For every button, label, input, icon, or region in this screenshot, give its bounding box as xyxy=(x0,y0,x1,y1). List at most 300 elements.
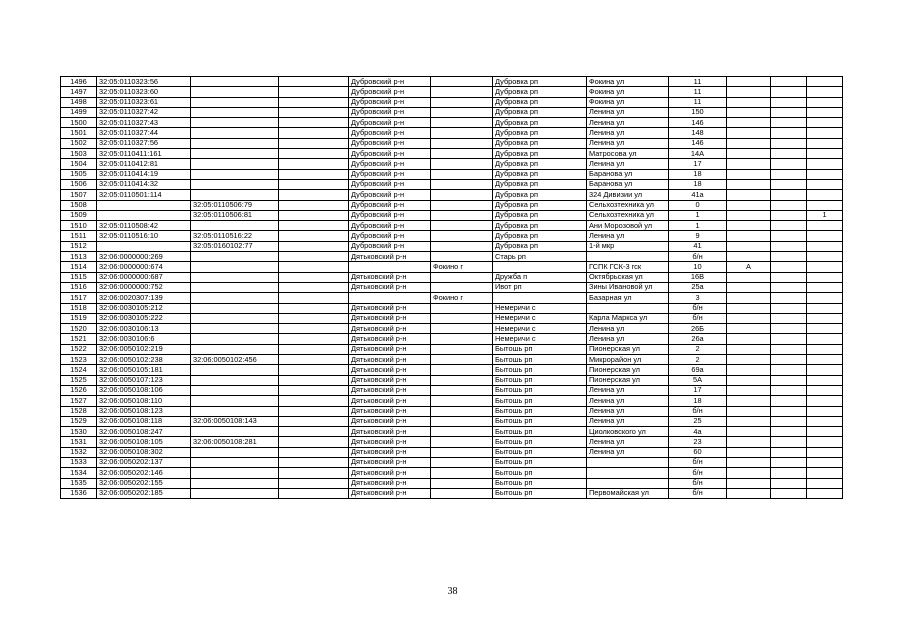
house-cell: 26а xyxy=(669,334,727,344)
cadastral-number-cell: 32:06:0000000:752 xyxy=(97,282,191,292)
table-row xyxy=(61,375,843,385)
table-row xyxy=(61,149,843,159)
row-number-cell: 1524 xyxy=(61,365,97,375)
extra-cell xyxy=(771,231,807,241)
city-cell xyxy=(431,457,493,467)
flag-cell xyxy=(807,396,843,406)
cadastral-number-2-cell xyxy=(191,313,279,323)
flag-cell xyxy=(807,169,843,179)
row-number-cell: 1522 xyxy=(61,344,97,354)
cadastral-number-cell: 32:06:0050108:118 xyxy=(97,416,191,426)
cadastral-number-2-cell: 32:05:0160102:77 xyxy=(191,241,279,251)
settlement-cell: Бытошь рп xyxy=(493,385,587,395)
city-cell xyxy=(431,231,493,241)
street-cell: Фокина ул xyxy=(587,87,669,97)
street-cell: ГСПК ГСК-3 гск xyxy=(587,262,669,272)
house-cell: 10 xyxy=(669,262,727,272)
extra-cell xyxy=(771,365,807,375)
street-cell: Ленина ул xyxy=(587,396,669,406)
row-number-cell: 1504 xyxy=(61,159,97,169)
cadastral-number-cell: 32:06:0050108:110 xyxy=(97,396,191,406)
letter-cell xyxy=(727,488,771,498)
cadastral-number-cell xyxy=(97,210,191,220)
house-cell: б/н xyxy=(669,488,727,498)
street-cell: 1-й мкр xyxy=(587,241,669,251)
table-row xyxy=(61,468,843,478)
extra-cell xyxy=(771,282,807,292)
street-cell: Ани Морозовой ул xyxy=(587,221,669,231)
settlement-cell: Дружба п xyxy=(493,272,587,282)
extra-cell xyxy=(771,344,807,354)
house-cell: 41а xyxy=(669,190,727,200)
letter-cell xyxy=(727,231,771,241)
settlement-cell: Дубровка рп xyxy=(493,128,587,138)
extra-cell xyxy=(771,128,807,138)
city-cell xyxy=(431,334,493,344)
extra-cell xyxy=(771,457,807,467)
empty-cell xyxy=(279,457,349,467)
flag-cell xyxy=(807,437,843,447)
empty-cell xyxy=(279,416,349,426)
letter-cell xyxy=(727,324,771,334)
district-cell: Дятьковский р-н xyxy=(349,303,431,313)
street-cell: 324 Дивизии ул xyxy=(587,190,669,200)
flag-cell xyxy=(807,231,843,241)
row-number-cell: 1514 xyxy=(61,262,97,272)
cadastral-number-2-cell xyxy=(191,77,279,87)
row-number-cell: 1519 xyxy=(61,313,97,323)
empty-cell xyxy=(279,262,349,272)
city-cell xyxy=(431,107,493,117)
house-cell: б/н xyxy=(669,303,727,313)
cadastral-number-2-cell xyxy=(191,385,279,395)
settlement-cell: Бытошь рп xyxy=(493,427,587,437)
house-cell: 18 xyxy=(669,396,727,406)
district-cell: Дятьковский р-н xyxy=(349,385,431,395)
empty-cell xyxy=(279,190,349,200)
city-cell xyxy=(431,252,493,262)
empty-cell xyxy=(279,478,349,488)
row-number-cell: 1516 xyxy=(61,282,97,292)
cadastral-number-2-cell xyxy=(191,190,279,200)
extra-cell xyxy=(771,262,807,272)
city-cell xyxy=(431,138,493,148)
empty-cell xyxy=(279,179,349,189)
cadastral-number-2-cell xyxy=(191,149,279,159)
table-row xyxy=(61,138,843,148)
letter-cell xyxy=(727,355,771,365)
letter-cell xyxy=(727,149,771,159)
street-cell: Матросова ул xyxy=(587,149,669,159)
flag-cell xyxy=(807,179,843,189)
city-cell xyxy=(431,77,493,87)
table-row xyxy=(61,190,843,200)
flag-cell xyxy=(807,303,843,313)
empty-cell xyxy=(279,396,349,406)
cadastral-number-cell: 32:06:0050108:247 xyxy=(97,427,191,437)
cadastral-number-2-cell xyxy=(191,293,279,303)
cadastral-number-cell: 32:05:0110411:161 xyxy=(97,149,191,159)
table-row xyxy=(61,406,843,416)
extra-cell xyxy=(771,169,807,179)
extra-cell xyxy=(771,447,807,457)
house-cell: 11 xyxy=(669,87,727,97)
house-cell: б/н xyxy=(669,457,727,467)
extra-cell xyxy=(771,138,807,148)
settlement-cell xyxy=(493,293,587,303)
street-cell: Ленина ул xyxy=(587,107,669,117)
house-cell: 16В xyxy=(669,272,727,282)
cadastral-number-2-cell xyxy=(191,324,279,334)
district-cell: Дубровский р-н xyxy=(349,77,431,87)
house-cell: б/н xyxy=(669,252,727,262)
settlement-cell: Дубровка рп xyxy=(493,97,587,107)
table-row xyxy=(61,128,843,138)
empty-cell xyxy=(279,385,349,395)
row-number-cell: 1505 xyxy=(61,169,97,179)
empty-cell xyxy=(279,344,349,354)
city-cell xyxy=(431,128,493,138)
letter-cell xyxy=(727,272,771,282)
cadastral-number-cell: 32:06:0000000:269 xyxy=(97,252,191,262)
house-cell: 1 xyxy=(669,210,727,220)
row-number-cell: 1497 xyxy=(61,87,97,97)
cadastral-number-cell: 32:05:0110414:19 xyxy=(97,169,191,179)
letter-cell xyxy=(727,468,771,478)
cadastral-number-2-cell xyxy=(191,427,279,437)
extra-cell xyxy=(771,334,807,344)
street-cell: Ленина ул xyxy=(587,385,669,395)
letter-cell xyxy=(727,252,771,262)
house-cell: 4а xyxy=(669,427,727,437)
district-cell: Дубровский р-н xyxy=(349,169,431,179)
empty-cell xyxy=(279,313,349,323)
table-row xyxy=(61,97,843,107)
row-number-cell: 1501 xyxy=(61,128,97,138)
cadastral-number-2-cell: 32:05:0110506:81 xyxy=(191,210,279,220)
cadastral-number-cell: 32:06:0050108:106 xyxy=(97,385,191,395)
table-row xyxy=(61,200,843,210)
flag-cell xyxy=(807,355,843,365)
district-cell: Дятьковский р-н xyxy=(349,416,431,426)
letter-cell xyxy=(727,313,771,323)
city-cell xyxy=(431,468,493,478)
cadastral-number-cell: 32:05:0110323:60 xyxy=(97,87,191,97)
city-cell xyxy=(431,313,493,323)
street-cell: Сельхозтехника ул xyxy=(587,200,669,210)
cadastral-number-cell: 32:05:0110412:81 xyxy=(97,159,191,169)
letter-cell xyxy=(727,221,771,231)
house-cell: 9 xyxy=(669,231,727,241)
row-number-cell: 1521 xyxy=(61,334,97,344)
cadastral-number-2-cell xyxy=(191,303,279,313)
letter-cell xyxy=(727,87,771,97)
table-row xyxy=(61,282,843,292)
empty-cell xyxy=(279,375,349,385)
cadastral-number-cell: 32:06:0030105:222 xyxy=(97,313,191,323)
table-row xyxy=(61,303,843,313)
empty-cell xyxy=(279,87,349,97)
house-cell: 41 xyxy=(669,241,727,251)
extra-cell xyxy=(771,118,807,128)
cadastral-number-cell: 32:05:0110323:61 xyxy=(97,97,191,107)
flag-cell xyxy=(807,200,843,210)
row-number-cell: 1534 xyxy=(61,468,97,478)
settlement-cell: Ивот рп xyxy=(493,282,587,292)
table-row xyxy=(61,457,843,467)
cadastral-number-cell: 32:06:0050108:123 xyxy=(97,406,191,416)
registry-table-body xyxy=(61,77,843,499)
street-cell: Пионерская ул xyxy=(587,365,669,375)
letter-cell xyxy=(727,457,771,467)
city-cell xyxy=(431,488,493,498)
table-row xyxy=(61,478,843,488)
letter-cell xyxy=(727,334,771,344)
table-row xyxy=(61,488,843,498)
table-row xyxy=(61,365,843,375)
extra-cell xyxy=(771,488,807,498)
table-row xyxy=(61,221,843,231)
cadastral-number-2-cell: 32:05:0110506:79 xyxy=(191,200,279,210)
house-cell: 2 xyxy=(669,355,727,365)
street-cell: Баранова ул xyxy=(587,179,669,189)
flag-cell xyxy=(807,262,843,272)
settlement-cell: Дубровка рп xyxy=(493,200,587,210)
letter-cell xyxy=(727,118,771,128)
row-number-cell: 1509 xyxy=(61,210,97,220)
flag-cell xyxy=(807,427,843,437)
house-cell: 60 xyxy=(669,447,727,457)
letter-cell xyxy=(727,282,771,292)
empty-cell xyxy=(279,468,349,478)
row-number-cell: 1535 xyxy=(61,478,97,488)
district-cell: Дубровский р-н xyxy=(349,179,431,189)
flag-cell xyxy=(807,324,843,334)
district-cell: Дятьковский р-н xyxy=(349,447,431,457)
extra-cell xyxy=(771,241,807,251)
extra-cell xyxy=(771,385,807,395)
table-row xyxy=(61,169,843,179)
empty-cell xyxy=(279,221,349,231)
extra-cell xyxy=(771,252,807,262)
street-cell: Ленина ул xyxy=(587,406,669,416)
settlement-cell: Бытошь рп xyxy=(493,447,587,457)
letter-cell xyxy=(727,179,771,189)
house-cell: 69а xyxy=(669,365,727,375)
city-cell xyxy=(431,375,493,385)
empty-cell xyxy=(279,118,349,128)
district-cell: Дубровский р-н xyxy=(349,200,431,210)
cadastral-number-2-cell xyxy=(191,128,279,138)
settlement-cell: Дубровка рп xyxy=(493,231,587,241)
flag-cell xyxy=(807,241,843,251)
extra-cell xyxy=(771,200,807,210)
street-cell: Баранова ул xyxy=(587,169,669,179)
cadastral-number-cell xyxy=(97,200,191,210)
letter-cell xyxy=(727,385,771,395)
street-cell: Фокина ул xyxy=(587,77,669,87)
cadastral-number-cell: 32:06:0030105:212 xyxy=(97,303,191,313)
flag-cell xyxy=(807,87,843,97)
city-cell xyxy=(431,87,493,97)
flag-cell xyxy=(807,375,843,385)
cadastral-number-2-cell xyxy=(191,396,279,406)
extra-cell xyxy=(771,468,807,478)
settlement-cell: Дубровка рп xyxy=(493,107,587,117)
street-cell: Ленина ул xyxy=(587,416,669,426)
city-cell xyxy=(431,210,493,220)
table-row xyxy=(61,231,843,241)
cadastral-number-cell: 32:05:0110327:56 xyxy=(97,138,191,148)
city-cell xyxy=(431,385,493,395)
flag-cell xyxy=(807,272,843,282)
city-cell xyxy=(431,118,493,128)
extra-cell xyxy=(771,77,807,87)
city-cell xyxy=(431,416,493,426)
house-cell: 11 xyxy=(669,97,727,107)
street-cell xyxy=(587,252,669,262)
house-cell: 25 xyxy=(669,416,727,426)
city-cell xyxy=(431,169,493,179)
registry-table xyxy=(60,76,843,499)
street-cell: Первомайская ул xyxy=(587,488,669,498)
flag-cell xyxy=(807,293,843,303)
table-row xyxy=(61,179,843,189)
city-cell xyxy=(431,179,493,189)
extra-cell xyxy=(771,313,807,323)
settlement-cell: Дубровка рп xyxy=(493,77,587,87)
cadastral-number-2-cell xyxy=(191,138,279,148)
house-cell: б/н xyxy=(669,406,727,416)
empty-cell xyxy=(279,252,349,262)
cadastral-number-cell: 32:06:0020307:139 xyxy=(97,293,191,303)
district-cell: Дятьковский р-н xyxy=(349,478,431,488)
letter-cell xyxy=(727,406,771,416)
city-cell xyxy=(431,478,493,488)
settlement-cell: Дубровка рп xyxy=(493,149,587,159)
empty-cell xyxy=(279,406,349,416)
settlement-cell: Дубровка рп xyxy=(493,159,587,169)
house-cell: 5А xyxy=(669,375,727,385)
cadastral-number-2-cell: 32:06:0050108:281 xyxy=(191,437,279,447)
city-cell xyxy=(431,427,493,437)
table-row xyxy=(61,385,843,395)
row-number-cell: 1533 xyxy=(61,457,97,467)
settlement-cell: Дубровка рп xyxy=(493,87,587,97)
table-row xyxy=(61,334,843,344)
district-cell: Дятьковский р-н xyxy=(349,282,431,292)
settlement-cell: Немеричи с xyxy=(493,324,587,334)
house-cell: 1 xyxy=(669,221,727,231)
flag-cell xyxy=(807,282,843,292)
table-row xyxy=(61,344,843,354)
extra-cell xyxy=(771,355,807,365)
cadastral-number-2-cell xyxy=(191,272,279,282)
page-number: 38 xyxy=(447,586,458,597)
flag-cell xyxy=(807,478,843,488)
street-cell: Зины Ивановой ул xyxy=(587,282,669,292)
empty-cell xyxy=(279,488,349,498)
city-cell xyxy=(431,303,493,313)
district-cell: Дятьковский р-н xyxy=(349,427,431,437)
cadastral-number-2-cell: 32:05:0110516:22 xyxy=(191,231,279,241)
cadastral-number-2-cell xyxy=(191,457,279,467)
extra-cell xyxy=(771,210,807,220)
flag-cell xyxy=(807,190,843,200)
row-number-cell: 1528 xyxy=(61,406,97,416)
letter-cell xyxy=(727,375,771,385)
extra-cell xyxy=(771,427,807,437)
house-cell: б/н xyxy=(669,478,727,488)
cadastral-number-cell: 32:06:0030106:13 xyxy=(97,324,191,334)
district-cell: Дубровский р-н xyxy=(349,210,431,220)
cadastral-number-cell: 32:06:0050202:185 xyxy=(97,488,191,498)
cadastral-number-2-cell xyxy=(191,169,279,179)
letter-cell xyxy=(727,396,771,406)
cadastral-number-cell: 32:06:0050108:105 xyxy=(97,437,191,447)
row-number-cell: 1531 xyxy=(61,437,97,447)
house-cell: 148 xyxy=(669,128,727,138)
extra-cell xyxy=(771,159,807,169)
settlement-cell: Дубровка рп xyxy=(493,210,587,220)
table-row xyxy=(61,107,843,117)
table-row xyxy=(61,447,843,457)
table-row xyxy=(61,210,843,220)
district-cell: Дубровский р-н xyxy=(349,159,431,169)
cadastral-number-2-cell xyxy=(191,375,279,385)
street-cell: Ленина ул xyxy=(587,138,669,148)
settlement-cell: Бытошь рп xyxy=(493,355,587,365)
house-cell: 3 xyxy=(669,293,727,303)
district-cell xyxy=(349,293,431,303)
district-cell: Дубровский р-н xyxy=(349,97,431,107)
house-cell: 146 xyxy=(669,138,727,148)
letter-cell xyxy=(727,478,771,488)
street-cell: Базарная ул xyxy=(587,293,669,303)
house-cell: 150 xyxy=(669,107,727,117)
cadastral-number-cell: 32:05:0110501:114 xyxy=(97,190,191,200)
extra-cell xyxy=(771,324,807,334)
house-cell: 23 xyxy=(669,437,727,447)
district-cell: Дубровский р-н xyxy=(349,231,431,241)
district-cell: Дубровский р-н xyxy=(349,87,431,97)
district-cell: Дятьковский р-н xyxy=(349,396,431,406)
cadastral-number-2-cell xyxy=(191,478,279,488)
row-number-cell: 1498 xyxy=(61,97,97,107)
cadastral-number-cell: 32:06:0050102:219 xyxy=(97,344,191,354)
house-cell: 18 xyxy=(669,179,727,189)
letter-cell xyxy=(727,303,771,313)
cadastral-number-2-cell xyxy=(191,365,279,375)
flag-cell xyxy=(807,138,843,148)
row-number-cell: 1515 xyxy=(61,272,97,282)
table-row xyxy=(61,241,843,251)
street-cell xyxy=(587,468,669,478)
city-cell xyxy=(431,272,493,282)
cadastral-number-2-cell: 32:06:0050102:456 xyxy=(191,355,279,365)
district-cell: Дубровский р-н xyxy=(349,118,431,128)
city-cell xyxy=(431,396,493,406)
settlement-cell: Бытошь рп xyxy=(493,457,587,467)
cadastral-number-cell: 32:06:0050107:123 xyxy=(97,375,191,385)
empty-cell xyxy=(279,128,349,138)
flag-cell xyxy=(807,344,843,354)
letter-cell xyxy=(727,77,771,87)
table-row xyxy=(61,355,843,365)
flag-cell xyxy=(807,468,843,478)
table-row xyxy=(61,313,843,323)
letter-cell xyxy=(727,447,771,457)
